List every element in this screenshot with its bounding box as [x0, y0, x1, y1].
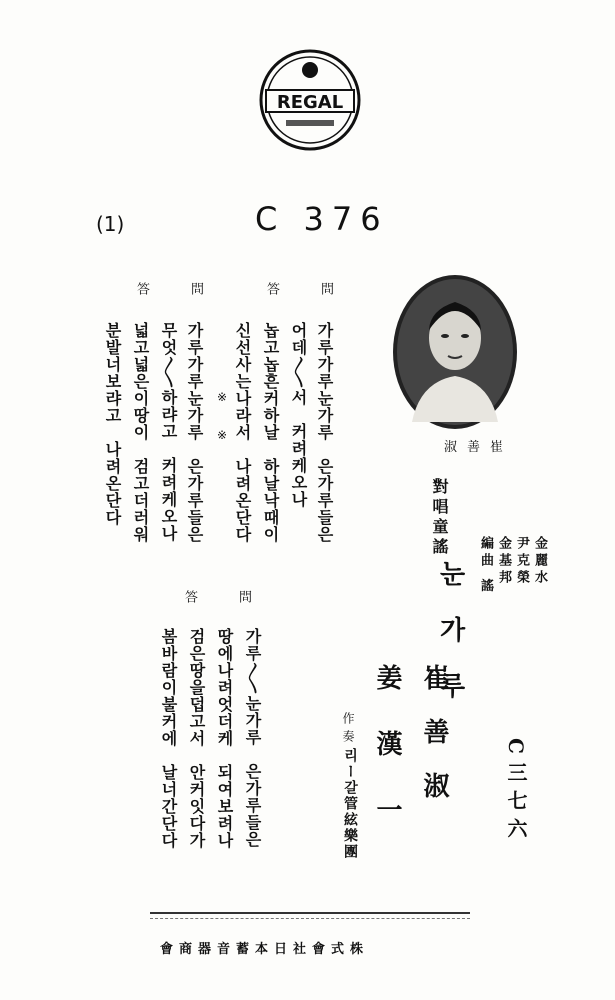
- verse1-line1: 가루가루눈가루 은가루들은: [315, 322, 334, 543]
- composer-credits: [478, 536, 548, 646]
- credit-1: 金麗水: [532, 536, 547, 587]
- verse2-line2: 무엇〳〵하랴고 커려케오나: [159, 322, 178, 542]
- verse3-answer-label: 答: [182, 590, 197, 609]
- credit-2: 尹克榮: [514, 536, 529, 587]
- verse2-line1: 가루가루눈가루 은가루들은: [185, 322, 204, 543]
- artist-name: 姜漢一: [372, 664, 402, 862]
- role-label: 作奏: [341, 712, 355, 748]
- genre-label: 對唱童謠: [430, 478, 449, 558]
- verse3-line2: 땅에나려엇더케 되여보려나: [215, 628, 234, 849]
- credit-4: 編曲 謠: [478, 536, 493, 596]
- orchestra-name: 리ー갈管絃樂團: [342, 748, 358, 860]
- verse1-line2: 어데〳〵서 커려케오나: [289, 322, 308, 508]
- verse1-line3: 놉고놉흔커하날 하날낙때이: [261, 322, 280, 543]
- footer-rule: [150, 912, 470, 914]
- verse1-answer-label: 答: [264, 282, 279, 301]
- verse2-line3: 넓고넓은이땅이 검고더러워: [131, 322, 150, 543]
- footer-rule-dashed: [150, 918, 470, 919]
- verse3-line3: 검은땅을덥고서 안커잇다가: [187, 628, 206, 849]
- verse3-line1: 가루〳〵눈가루 은가루들은: [243, 628, 262, 848]
- verse1-line4: 신선사는나라서 나려온단다: [233, 322, 252, 543]
- verse2-line4: 분발너보랴고 나려온단다: [103, 322, 122, 526]
- verse3-line4: 봄바람이불커에 날너간단다: [159, 628, 178, 849]
- singer-name: 崔善淑: [419, 664, 449, 826]
- portrait-caption: 崔善淑: [444, 440, 514, 455]
- verse2-question-label: 問: [188, 282, 203, 301]
- publisher-footer: 株式會社日本蓄音器商會: [160, 942, 370, 957]
- song-title: 눈가루: [435, 560, 465, 728]
- regal-logo-icon: [258, 48, 362, 152]
- singer-portrait-icon: [390, 272, 520, 432]
- catalog-number-vertical: C三七六: [504, 738, 528, 846]
- catalog-number: C 376: [255, 200, 389, 238]
- logo-text: REGAL: [276, 92, 344, 113]
- credit-3: 金基邦: [496, 536, 511, 587]
- verse3-question-label: 問: [236, 590, 251, 609]
- verse-separator: ※ ※: [215, 390, 229, 448]
- verse1-question-label: 問: [318, 282, 333, 301]
- page-number: (1): [96, 212, 125, 236]
- verse2-answer-label: 答: [134, 282, 149, 301]
